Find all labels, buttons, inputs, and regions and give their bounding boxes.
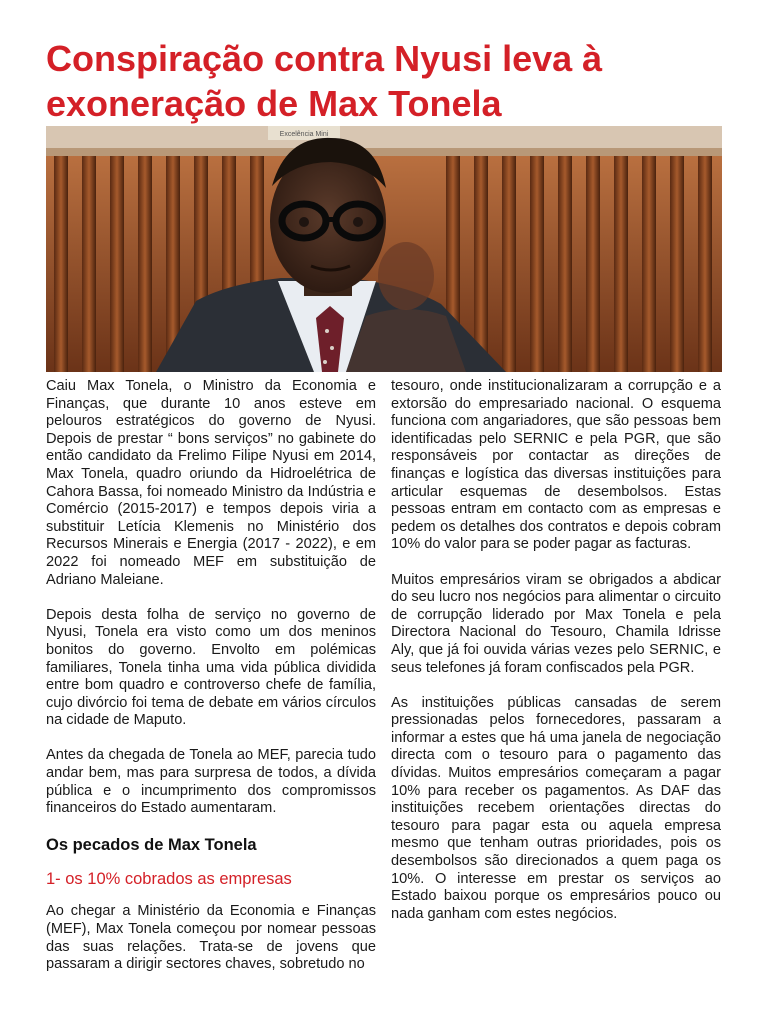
paragraph: Antes da chegada de Tonela ao MEF, parecia tudo andar bem, mas para surpresa de todos, a dívida pública e o incumprimento dos compromissos financeiros do Estado aumentaram. [46, 747, 376, 817]
paragraph: Ao chegar a Ministério da Economia e Finanças (MEF), Max Tonela começou por nomear pessoas das suas relações. Trata-se de jovens que passaram a dirigir sectores chaves, sobretudo no [46, 903, 376, 973]
portrait-photo-icon [46, 126, 722, 372]
paragraph: Caiu Max Tonela, o Ministro da Economia e Finanças, que durante 10 anos esteve em pelouros estratégicos do governo de Nyusi. Depois de prestar “ bons serviços” no gabinete do então candidato da Frelimo Filipe Nyusi em 2014, Max Tonela, quadro oriundo da Hidroelétrica de Cahora Bassa, foi nomeado Ministro da Indústria e Comércio (2015-2017) e tempos depois viria a substituir Letícia Klemenis no Ministério dos Recursos Minerais e Energia (2017 - 2022), e em 2022 foi nomeado MEF em substituição de Adriano Maleiane. [46, 378, 376, 588]
right-column [391, 378, 721, 941]
article-photo [46, 126, 722, 372]
paragraph: Depois desta folha de serviço no governo de Nyusi, Tonela era visto como um dos meninos bonitos do governo. Envolto em polémicas familiares, Tonela tinha uma vida pública dividida entre bom quadro e controverso chefe de família, cujo divórcio foi tema de debate em vários círculos na cidade de Maputo. [46, 606, 376, 729]
left-column [46, 378, 376, 991]
name-plate-text: Excelência Mini [279, 131, 329, 138]
headline: Conspiração contra Nyusi leva à exoneração de Max Tonela [46, 38, 603, 124]
paragraph: tesouro, onde institucionalizaram a corrupção e a extorsão do empresariado nacional. O esquema funciona com angariadores, que são pessoas bem identificadas pelo SERNIC e pela PGR, que são responsáveis por contactar as direções de finanças e logística das diversas instituições para articular esquemas de desembolsos. Estas pessoas entram em contacto com as empresas e pedem os detalhes dos contratos e depois cobram 10% do valor para se poder pagar as facturas. [391, 378, 721, 553]
section-subheading: 1- os 10% cobrados as empresas [46, 870, 292, 889]
paragraph: Muitos empresários viram se obrigados a abdicar do seu lucro nos negócios para alimentar o circuito de corrupção liderado por Max Tonela e pela Directora Nacional do Tesouro, Chamila Idrisse Aly, que já foi ouvida várias vezes pelo SERNIC, e seus telefones já foram confiscados pela PGR. [391, 571, 721, 676]
paragraph: As instituições públicas cansadas de serem pressionadas pelos fornecedores, passaram a informar a estes que há uma janela de negociação directa com o tesouro para o pagamento das dívidas. Muitos empresários começaram a pagar 10% para receber os pagamentos. As DAF das instituições recebem orientações directas do tesouro para pagar esta ou aquela empresa mesmo que tenham outras prioridades, pois os desembolsos são direcionados a quem paga os 10%. O interesse em prestar os serviços ao Estado baixou porque os empresários pouco ou nada ganham com estes negócios. [391, 694, 721, 922]
section-heading: Os pecados de Max Tonela [46, 836, 257, 855]
